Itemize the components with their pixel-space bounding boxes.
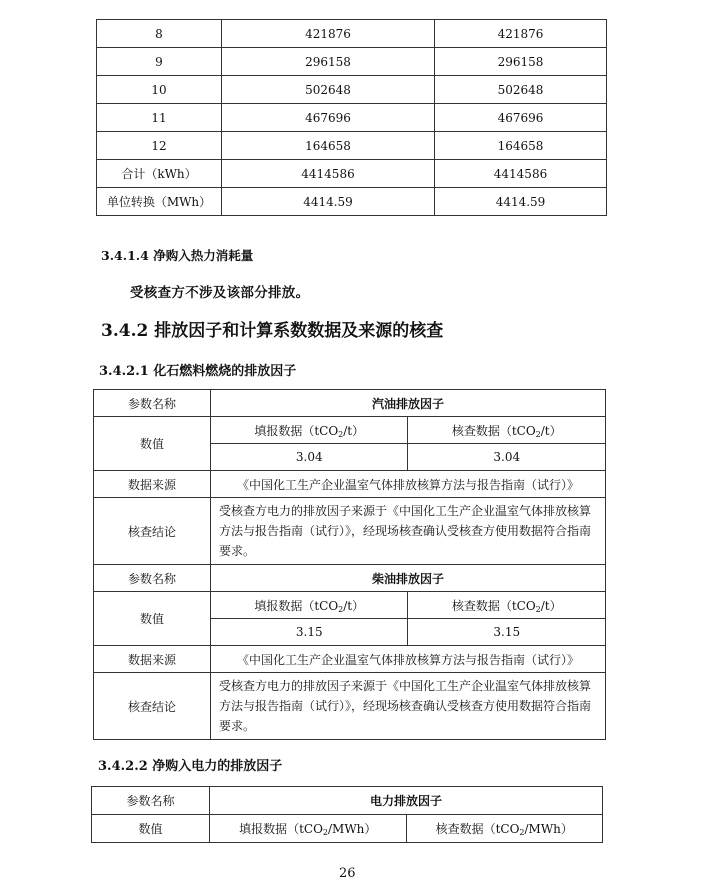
verified-cell: 296158	[435, 48, 607, 76]
verified-cell: 4414.59	[435, 188, 607, 216]
table-row	[94, 498, 606, 565]
verified-cell: 164658	[435, 132, 607, 160]
electricity-factor-title: 电力排放因子	[210, 787, 603, 815]
reported-cell: 164658	[222, 132, 435, 160]
source-label-cell: 数据来源	[94, 646, 211, 673]
conclusion-label-cell: 核查结论	[94, 498, 211, 565]
verified-cell: 467696	[435, 104, 607, 132]
unit-tail: /MWh）	[328, 822, 377, 836]
verified-label: 核查数据（tCO	[435, 822, 520, 836]
gasoline-factor-title: 汽油排放因子	[211, 390, 606, 417]
source-cell: 《中国化工生产企业温室气体排放核算方法与报告指南（试行）》	[211, 471, 606, 498]
table-row	[97, 76, 607, 104]
reported-header-cell	[210, 815, 407, 843]
verified-label: 核查数据（tCO	[451, 598, 536, 613]
electricity-consumption-table	[96, 19, 607, 216]
subscript: 2	[519, 828, 525, 837]
section-heading-3422: 3.4.2.2 净购入电力的排放因子	[98, 759, 283, 774]
section-3414-text: 受核查方不涉及该部分排放。	[130, 285, 310, 301]
verified-value-cell: 3.15	[408, 619, 606, 646]
reported-cell: 467696	[222, 104, 435, 132]
section-heading-342: 3.4.2 排放因子和计算系数数据及来源的核查	[101, 321, 444, 341]
reported-label: 填报数据（tCO	[254, 423, 339, 438]
conclusion-label-cell: 核查结论	[94, 673, 211, 740]
table-row	[97, 132, 607, 160]
source-cell: 《中国化工生产企业温室气体排放核算方法与报告指南（试行）》	[211, 646, 606, 673]
reported-value-cell: 3.04	[211, 444, 408, 471]
table-row	[97, 104, 607, 132]
table-row	[94, 390, 606, 417]
reported-header-cell	[211, 417, 408, 444]
table-row	[97, 48, 607, 76]
month-cell: 10	[97, 76, 222, 104]
param-label-cell: 参数名称	[94, 565, 211, 592]
table-row	[97, 188, 607, 216]
table-row	[97, 160, 607, 188]
diesel-factor-title: 柴油排放因子	[211, 565, 606, 592]
verified-value-cell: 3.04	[408, 444, 606, 471]
table-row	[92, 815, 603, 843]
table-row	[94, 471, 606, 498]
page-number: 26	[339, 866, 356, 881]
unit-tail: /t）	[343, 598, 365, 613]
subscript: 2	[338, 429, 344, 439]
reported-label: 填报数据（tCO	[254, 598, 339, 613]
month-cell: 11	[97, 104, 222, 132]
table-row	[94, 673, 606, 740]
source-label-cell: 数据来源	[94, 471, 211, 498]
subscript: 2	[535, 604, 541, 614]
verified-cell: 421876	[435, 20, 607, 48]
reported-header-cell	[211, 592, 408, 619]
subscript: 2	[338, 604, 344, 614]
total-label-cell: 合计（kWh）	[97, 160, 222, 188]
reported-cell: 296158	[222, 48, 435, 76]
month-cell: 8	[97, 20, 222, 48]
unit-tail: /t）	[540, 423, 562, 438]
subscript: 2	[535, 429, 541, 439]
param-label-cell: 参数名称	[94, 390, 211, 417]
section-heading-3414: 3.4.1.4 净购入热力消耗量	[101, 248, 254, 263]
table-row	[92, 787, 603, 815]
value-label-cell: 数值	[94, 592, 211, 646]
section-heading-3421: 3.4.2.1 化石燃料燃烧的排放因子	[99, 364, 297, 379]
unit-conversion-label-cell: 单位转换（MWh）	[97, 188, 222, 216]
table-row	[94, 417, 606, 444]
verified-cell: 4414586	[435, 160, 607, 188]
conclusion-cell: 受核查方电力的排放因子来源于《中国化工生产企业温室气体排放核算方法与报告指南（试行）》，经现场核查确认受核查方使用数据符合指南要求。	[211, 673, 606, 740]
verified-header-cell	[408, 417, 606, 444]
unit-tail: /t）	[540, 598, 562, 613]
table-row	[94, 646, 606, 673]
fuel-emission-factor-table	[93, 389, 606, 740]
table-row	[94, 565, 606, 592]
reported-cell: 4414586	[222, 160, 435, 188]
reported-label: 填报数据（tCO	[239, 822, 323, 836]
unit-tail: /MWh）	[524, 822, 573, 836]
verified-label: 核查数据（tCO	[451, 423, 536, 438]
verified-header-cell	[408, 592, 606, 619]
conclusion-cell: 受核查方电力的排放因子来源于《中国化工生产企业温室气体排放核算方法与报告指南（试行）》，经现场核查确认受核查方使用数据符合指南要求。	[211, 498, 606, 565]
param-label-cell: 参数名称	[92, 787, 210, 815]
month-cell: 12	[97, 132, 222, 160]
table-row	[94, 592, 606, 619]
verified-header-cell	[406, 815, 603, 843]
subscript: 2	[322, 828, 329, 837]
reported-cell: 421876	[222, 20, 435, 48]
unit-tail: /t）	[343, 423, 365, 438]
verified-cell: 502648	[435, 76, 607, 104]
month-cell: 9	[97, 48, 222, 76]
reported-cell: 502648	[222, 76, 435, 104]
value-label-cell: 数值	[94, 417, 211, 471]
reported-value-cell: 3.15	[211, 619, 408, 646]
value-label-cell: 数值	[92, 815, 210, 843]
electricity-emission-factor-table	[91, 786, 603, 843]
reported-cell: 4414.59	[222, 188, 435, 216]
table-row	[97, 20, 607, 48]
